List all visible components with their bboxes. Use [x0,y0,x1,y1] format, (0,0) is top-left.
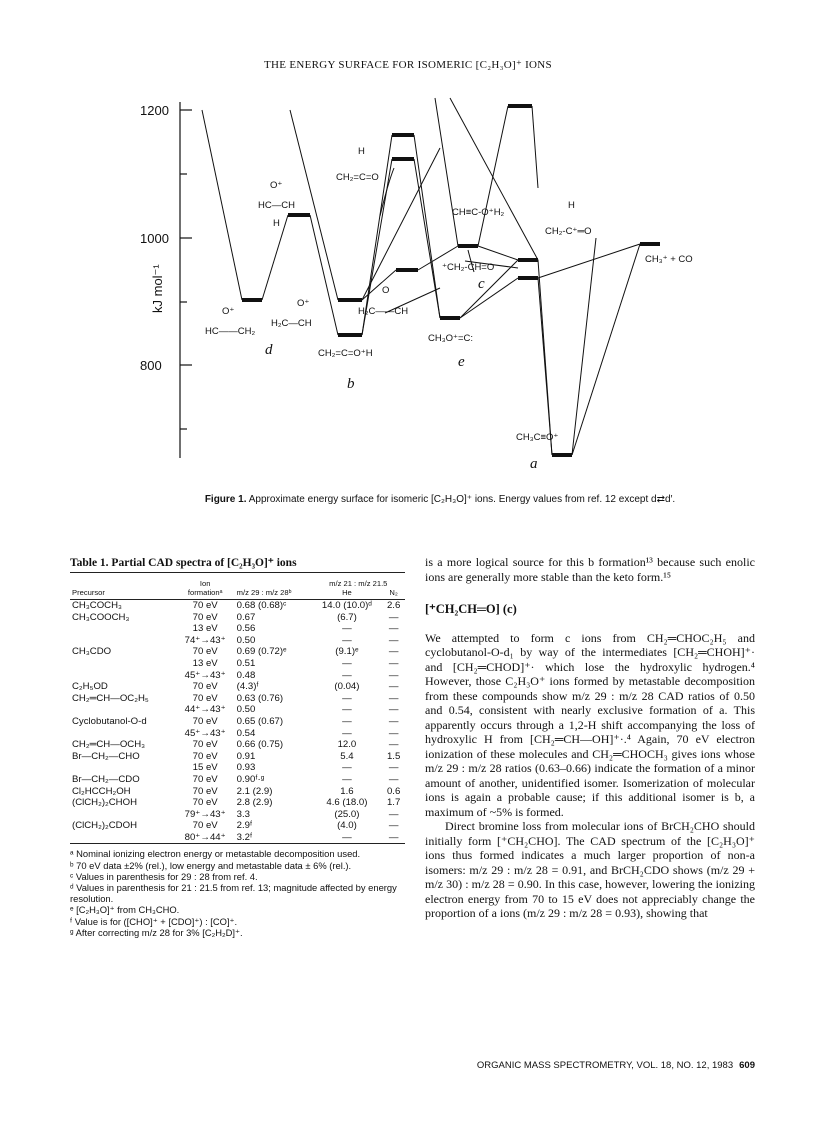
label-o-plus-dl: O⁺ [222,306,235,317]
label-a-ion: CH₃C≡O⁺ [516,432,559,443]
cell-precursor [70,670,176,682]
cell-ratio: 0.68 (0.68)ᶜ [236,600,287,611]
tick-label-800: 800 [140,358,162,373]
cell-formation: 70 eV [192,715,218,727]
table-row [70,600,405,612]
table-row [70,658,405,670]
cell-precursor: (ClCH₂)₂CHOH [72,797,138,809]
cell-ratio: 3.2ᶠ [235,832,312,844]
cell-ratio: 0.65 (0.67) [236,715,284,727]
label-ketene: CH₂=C=O [336,172,379,183]
cell-ratio: 0.90ᶠ·ᵍ [236,773,265,785]
cell-formation: 70 eV [192,750,218,762]
cell-ratio: 2.9ᶠ [236,820,253,832]
journal-name: ORGANIC MASS SPECTROMETRY, VOL. 18, NO. 12, 1983 [476,1060,734,1071]
header-he: He [312,588,383,600]
label-c: c [478,276,485,292]
cell-he: — [342,727,352,739]
cell-he: — [342,704,352,716]
cell-n2: — [388,762,399,774]
footnote: ᵍ After correcting m/z 28 for 3% [C₂H₂D]⁺. [70,926,243,938]
label-e-ion: CH₃O⁺=C: [428,333,474,344]
table-title: Table 1. Partial CAD spectra of [C₂H₃O]⁺ ions [70,555,405,573]
header-precursor: Precursor [70,588,176,600]
cell-n2: — [388,657,399,669]
cell-ratio: 0.91 [236,750,256,762]
label-b-ion: CH₂=C=O⁺H [318,348,373,359]
label-hc-ch-o: HC—CH [258,200,295,211]
energy-surface-figure [140,88,700,473]
label-o-plus-dp: O⁺ [297,298,310,309]
cell-ratio: 0.66 (0.75) [236,739,284,751]
cell-formation: 70 eV [192,785,218,797]
cell-he: — [342,762,352,774]
cell-precursor [70,658,176,670]
cell-formation: 45⁺→43⁺ [184,727,226,739]
cell-ratio: 3.3 [236,808,250,820]
cell-precursor: Cl₂HCCH₂OH [72,785,131,797]
header-ion-formation: formationᵃ [176,588,235,600]
cell-he: — [342,692,352,704]
footnote: ᵈ Values in parenthesis for 21 : 21.5 from ref. 13; magnitude affected by energy resolution. [70,882,397,905]
cell-he: — [342,773,352,785]
label-h-bridge: H [568,200,575,211]
cell-precursor [70,832,176,844]
footnote: ᶜ Values in parenthesis for 29 : 28 from ref. 4. [70,870,258,882]
cell-ratio: 0.63 (0.76) [236,692,284,704]
right-column [425,555,755,921]
header-ratio2-top: m/z 21 : m/z 21.5 [329,579,388,588]
cell-precursor: CH₃CDO [72,646,112,658]
table-row [70,774,405,786]
cell-n2: — [388,669,399,681]
cell-formation: 70 eV [192,692,218,704]
cell-precursor: CH₃COOCH₃ [72,611,130,623]
label-h-top: H [358,146,365,157]
cell-precursor: C₂H₅OD [72,681,108,693]
cell-n2: — [388,808,399,820]
table-row [70,751,405,763]
table-row [70,832,405,844]
table-block [70,555,405,938]
cad-table [70,579,405,844]
section-heading: [⁺CH₂CH═O] (c) [425,602,517,616]
label-h2c-ch: H₂C—CH [271,318,312,329]
page-number: 609 [739,1060,755,1071]
cell-he: 12.0 [337,739,357,751]
cell-ratio: 0.67 [236,611,256,623]
cell-precursor [70,809,176,821]
footnote: ᵉ [C₂H₃O]⁺ from CH₃CHO. [70,904,180,916]
table-row [70,716,405,728]
cell-formation: 70 eV [192,797,218,809]
table-row [70,623,405,635]
table-row [70,786,405,798]
cell-he: (9.1)ᵉ [335,646,359,658]
cell-he: — [342,669,352,681]
cell-formation: 13 eV [192,657,218,669]
cell-formation: 44⁺→43⁺ [184,704,226,716]
cell-formation: 80⁺→44⁺ [176,832,235,844]
header-ratio: m/z 29 : m/z 28ᵇ [235,588,312,600]
label-b: b [347,376,355,392]
cell-ratio: 0.48 [236,669,256,681]
footnote: ᵇ 70 eV data ±2% (rel.), low energy and metastable data ± 6% (rel.). [70,859,352,871]
paragraph-2: We attempted to form c ions from CH₂═CHOC₂H₅ and cyclobutanol-O-d₁ by way of the intermediates [CH₂═CHOH]⁺· and [CH₂═CHOD]⁺· which lose the hydroxylic hydrogen.⁴ However, those C₂H₃O⁺ ions formed by metastable decomposition from these compounds show m/z 29 : m/z 28 CAD ratios of 0.50 and 0.54, consistent with nearly exclusive formation of a. This apparently occurs through a 1,2-H shift accompanying the loss of hydroxylic H from [CH₂═CH—OH]⁺·.⁴ Again, 70 eV electron ionization of these molecules and CH₂═CHOCH₃ gives ions whose m/z 29 : m/z 28 ratios (0.63–0.66) indicate the formation of a minor amount of another, unidentified isomer. Isomerization of molecular ions is again a probable cause; if this additional isomer is b, a maximum of ~5% is formed. [425,630,755,819]
footnote: ᵃ Nominal ionizing electron energy or metastable decomposition used. [70,848,361,860]
label-h-d: H [273,218,280,229]
cell-he: 1.6 [340,785,354,797]
label-c-ion2: ⁺CH₂-CH=O [442,262,495,273]
cell-ratio: 0.69 (0.72)ᵉ [236,646,287,658]
cell-ratio: 0.51 [236,657,256,669]
label-c-ion: CH≡C-O⁺H₂ [452,207,505,218]
table-row [70,646,405,658]
cell-ratio: 2.1 (2.9) [236,785,273,797]
cell-he: 14.0 (10.0)ᵈ [321,600,372,611]
label-e: e [458,354,465,370]
cell-formation: 79⁺→43⁺ [184,808,226,820]
label-a: a [530,456,538,472]
running-head: THE ENERGY SURFACE FOR ISOMERIC [C₂H₃O]⁺ IONS [264,59,552,71]
cell-ratio: 2.8 (2.9) [236,797,273,809]
cell-he: (0.04) [334,681,360,693]
cell-precursor: Cyclobutanol-O-d [72,715,147,727]
table-row [70,739,405,751]
cell-he: 5.4 [340,750,354,762]
cell-n2: — [388,692,399,704]
cell-formation: 15 eV [192,762,218,774]
cell-ratio: (4.3)ᶠ [236,681,259,693]
cell-he: — [312,832,383,844]
figure-caption [160,494,720,505]
tick-label-1200: 1200 [140,103,169,118]
cell-formation: 70 eV [192,646,218,658]
cell-n2: — [388,646,399,658]
cell-n2: — [388,623,399,635]
cell-he: (25.0) [334,808,360,820]
cell-precursor: CH₃COCH₃ [72,600,122,611]
cell-formation: 70 eV [192,773,218,785]
cell-n2: — [388,715,399,727]
label-o-right: O [382,285,390,296]
cell-precursor: CH₂═CH—OCH₃ [72,739,146,751]
cell-he: — [342,657,352,669]
cell-he: — [342,715,352,727]
cell-he: (4.0) [337,820,357,832]
table-row [70,612,405,624]
table-row [70,728,405,740]
label-ch3-co: CH₃⁺ + CO [645,254,693,265]
cell-n2: 2.6 [386,600,401,611]
table-row [70,681,405,693]
cell-n2: 1.5 [386,750,401,762]
paragraph-1: is a more logical source for this b formation¹³ because such enolic ions are generally more stable than the keto form.¹⁵ [425,555,755,584]
cell-ratio: 0.54 [236,727,256,739]
table-row [70,820,405,832]
page-footer [425,1060,755,1071]
cell-n2: — [388,773,399,785]
tick-label-1000: 1000 [140,231,169,246]
cell-formation: 74⁺→43⁺ [184,634,226,646]
cell-n2: — [388,681,399,693]
cell-he: — [342,634,352,646]
header-n2: N₂ [382,588,405,600]
cell-ratio: 0.50 [236,634,256,646]
cell-n2: — [388,634,399,646]
cell-precursor [70,704,176,716]
table-row [70,670,405,682]
cell-n2: — [388,611,399,623]
table-row [70,797,405,809]
table-row [70,635,405,647]
cell-formation: 70 eV [192,681,218,693]
cell-he: — [342,623,352,635]
cell-n2: — [388,727,399,739]
cell-precursor: Br—CH₂—CDO [72,773,140,785]
cell-formation: 70 eV [192,739,218,751]
paragraph-3: Direct bromine loss from molecular ions of BrCH₂CHO should initially form [⁺CH₂CHO]. The CAD spectrum of the [C₂H₃O]⁺ ions thus formed indicates a much larger proportion of non-a isomers: m/z 29 : m/z 28 = 0.91, and BrCH₂CDO shows (m/z 29 + m/z 30) : m/z 28 = 0.90. In this case, however, lowering the ionizing electron energy from 70 to 15 eV does not appreciably change the proportion of a ions (m/z 29 : m/z 28 = 0.93), showing that [425,819,755,920]
cell-precursor [70,762,176,774]
cell-formation: 70 eV [192,600,218,611]
cell-formation: 70 eV [192,820,218,832]
cell-n2: 1.7 [386,797,401,809]
label-h2c-ch-right: H₂C——CH [358,306,409,317]
table-footnotes [70,848,405,938]
cell-n2: — [388,739,399,751]
figure-caption-text: Approximate energy surface for isomeric [C₂H₃O]⁺ ions. Energy values from ref. 12 except d⇄d′. [248,494,676,505]
header-ion-top: Ion [199,579,211,588]
figure-caption-label: Figure 1. [204,494,247,505]
table-row [70,693,405,705]
cell-ratio: 0.93 [236,762,256,774]
footnote: ᶠ Value is for ([CHO]⁺ + [CDO]⁺) : [CO]⁺. [70,915,238,927]
cell-precursor [70,623,176,635]
cell-formation: 70 eV [192,611,218,623]
cell-ratio: 0.56 [236,623,256,635]
table-row [70,809,405,821]
cell-he: 4.6 (18.0) [326,797,368,809]
cell-precursor: Br—CH₂—CHO [72,750,140,762]
cell-formation: 45⁺→43⁺ [184,669,226,681]
cell-formation: 13 eV [192,623,218,635]
label-bridge: CH₂-C⁺═O [545,226,592,237]
table-row [70,762,405,774]
cell-he: (6.7) [337,611,357,623]
cell-precursor [70,635,176,647]
cell-precursor [70,728,176,740]
label-d: d [265,342,273,358]
cell-ratio: 0.50 [236,704,256,716]
cell-precursor: (ClCH₂)₂CDOH [72,820,138,832]
cell-n2: — [388,704,399,716]
table-row [70,704,405,716]
cell-n2: 0.6 [386,785,401,797]
label-hc-ch2: HC——CH₂ [205,326,256,337]
cell-precursor: CH₂═CH—OC₂H₅ [72,692,149,704]
cell-n2: — [382,832,405,844]
y-axis-label: kJ mol⁻¹ [150,264,165,313]
label-o-plus-d: O⁺ [270,180,283,191]
cell-n2: — [388,820,399,832]
